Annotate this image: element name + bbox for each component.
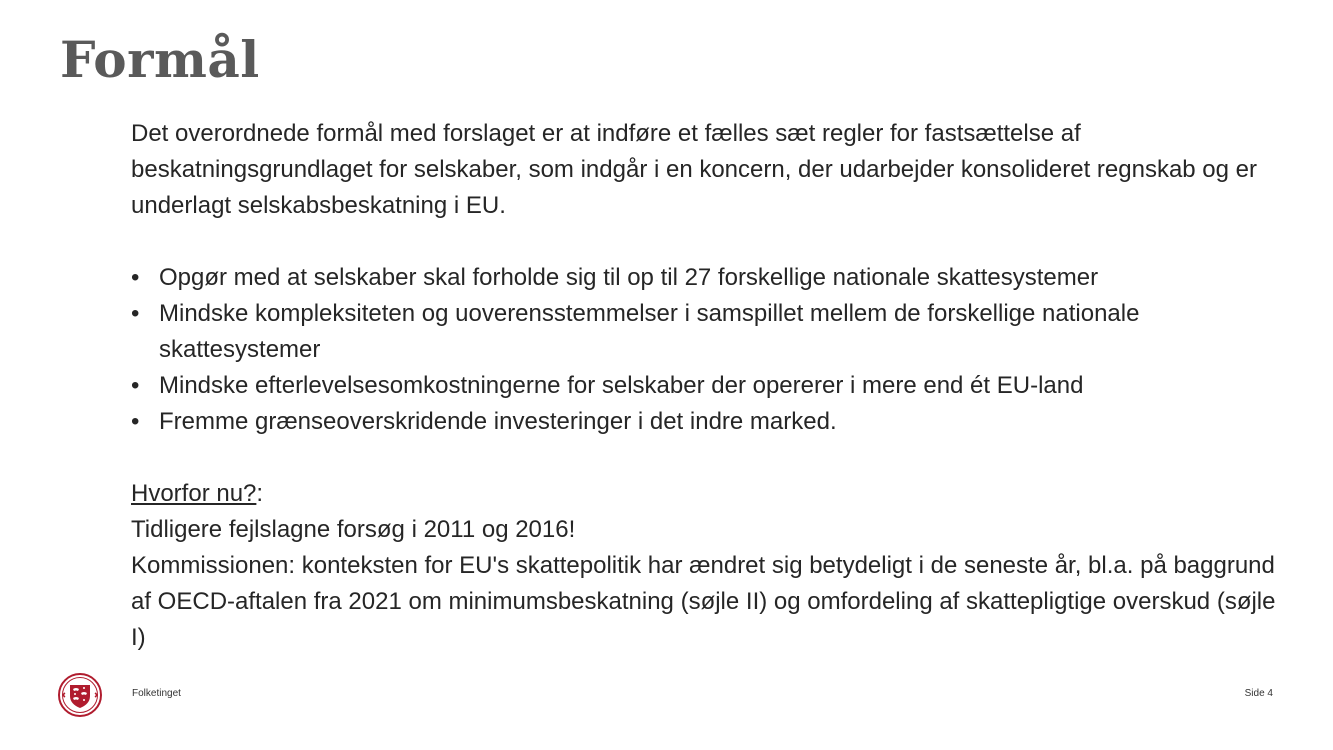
- why-heading-colon: :: [256, 480, 264, 507]
- why-heading-line: [131, 476, 1281, 512]
- page-number: Side 4: [1244, 688, 1273, 699]
- why-line-1: Tidligere fejlslagne forsøg i 2011 og 2016!: [131, 516, 576, 543]
- bullet-icon: •: [131, 372, 140, 399]
- bullet-item: [131, 260, 1281, 296]
- footer-organization: Folketinget: [132, 688, 181, 699]
- bullet-icon: •: [131, 300, 140, 327]
- why-line-2: Kommissionen: konteksten for EU's skattepolitik har ændret sig betydeligt i de seneste år, bl.a. på baggrund af OECD-aftalen fra 2021 om minimumsbeskatning (søjle II) og omfordeling af skattepligtige overskud (søjle I): [131, 552, 1276, 651]
- bullet-text: Mindske efterlevelsesomkostningerne for selskaber der opererer i mere end ét EU-land: [159, 372, 1084, 399]
- bullet-icon: •: [131, 408, 140, 435]
- bullet-item: [131, 368, 1281, 404]
- slide-title: Formål: [60, 30, 260, 89]
- slide-content: [131, 116, 1281, 656]
- bullet-list: [131, 260, 1281, 440]
- folketinget-seal-icon: [58, 673, 102, 717]
- bullet-item: [131, 296, 1281, 368]
- bullet-icon: •: [131, 264, 140, 291]
- bullet-text: Mindske kompleksiteten og uoverensstemmelser i samspillet mellem de forskellige nationale skattesystemer: [159, 300, 1140, 363]
- why-heading: Hvorfor nu?: [131, 480, 257, 507]
- intro-paragraph: Det overordnede formål med forslaget er at indføre et fælles sæt regler for fastsættelse af beskatningsgrundlaget for selskaber, som indgår i en koncern, der udarbejder konsolideret regnskab og er underlagt selskabsbeskatning i EU.: [131, 120, 1258, 219]
- bullet-text: Opgør med at selskaber skal forholde sig til op til 27 forskellige nationale skattesystemer: [159, 264, 1099, 291]
- bullet-text: Fremme grænseoverskridende investeringer i det indre marked.: [159, 408, 837, 435]
- bullet-item: [131, 404, 1281, 440]
- spacer: [131, 440, 1281, 476]
- spacer: [131, 224, 1281, 260]
